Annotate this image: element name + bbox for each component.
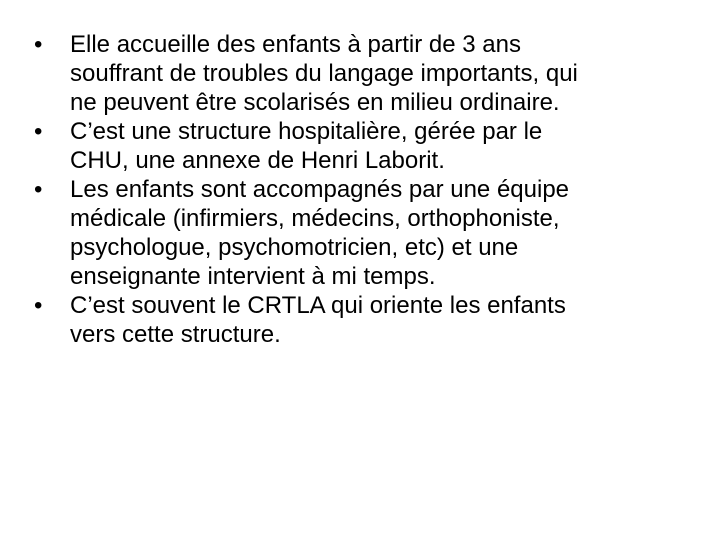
bullet-icon: • [34, 292, 43, 319]
bullet-text-line: Elle accueille des enfants à partir de 3 ans [70, 31, 521, 58]
bullet-text-line: souffrant de troubles du langage importants, qui [70, 60, 578, 87]
bullet-item [34, 175, 674, 291]
bullet-text-line: C’est une structure hospitalière, gérée par le [70, 118, 543, 145]
bullet-item [34, 291, 674, 349]
bullet-icon: • [34, 176, 43, 203]
bullet-text-line: Les enfants sont accompagnés par une équipe [70, 176, 570, 203]
bullet-icon: • [34, 31, 43, 58]
bullet-list [34, 30, 674, 349]
bullet-icon: • [34, 118, 43, 145]
bullet-text-line: vers cette structure. [70, 321, 281, 348]
bullet-text-line: ne peuvent être scolarisés en milieu ordinaire. [70, 89, 560, 116]
bullet-text-line: psychologue, psychomotricien, etc) et une [70, 234, 519, 261]
bullet-item [34, 30, 674, 117]
bullet-text-line: C’est souvent le CRTLA qui oriente les enfants [70, 292, 566, 319]
bullet-text-line: médicale (infirmiers, médecins, orthophoniste, [70, 205, 560, 232]
bullet-text-line: CHU, une annexe de Henri Laborit. [70, 147, 445, 174]
bullet-item [34, 117, 674, 175]
bullet-text-line: enseignante intervient à mi temps. [70, 263, 436, 290]
